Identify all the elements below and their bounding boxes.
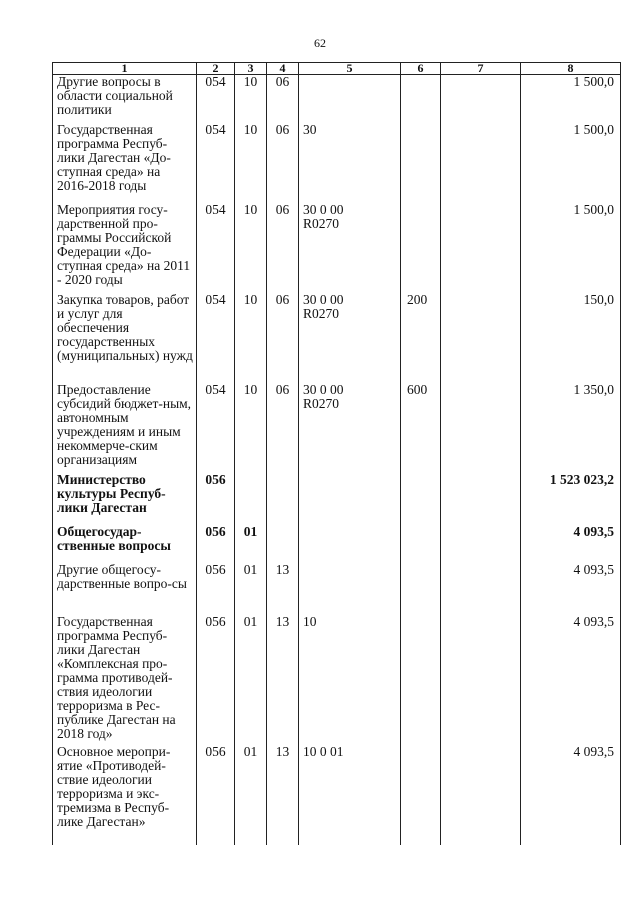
row-expense-type — [401, 473, 441, 525]
row-ved: 054 — [197, 383, 235, 473]
row-ved: 054 — [197, 203, 235, 293]
row-expense-type — [401, 75, 441, 123]
empty-cell — [267, 839, 299, 846]
column-header: 7 — [441, 63, 521, 75]
target-article-suffix: R0270 — [303, 395, 340, 411]
table-header-row — [53, 63, 621, 75]
row-section: 10 — [235, 383, 267, 473]
row-expense-type: 600 — [401, 383, 441, 473]
row-amount: 1 500,0 — [521, 203, 621, 293]
row-column-7 — [441, 473, 521, 525]
row-target-article — [299, 293, 401, 383]
row-ved: 056 — [197, 525, 235, 563]
row-ved: 054 — [197, 123, 235, 203]
row-column-7 — [441, 563, 521, 615]
row-subsection: 13 — [267, 615, 299, 745]
target-article-code: 10 — [303, 613, 317, 629]
target-article-suffix: R0270 — [303, 305, 340, 321]
row-subsection: 13 — [267, 745, 299, 839]
empty-cell — [299, 839, 401, 846]
row-column-7 — [441, 745, 521, 839]
row-section: 01 — [235, 563, 267, 615]
row-target-article — [299, 383, 401, 473]
target-article-code: 30 — [303, 121, 317, 137]
empty-cell — [197, 839, 235, 846]
row-amount: 4 093,5 — [521, 745, 621, 839]
column-header: 1 — [53, 63, 197, 75]
table-body — [53, 75, 621, 846]
table-row — [53, 123, 621, 203]
row-target-article — [299, 473, 401, 525]
row-section: 10 — [235, 75, 267, 123]
row-amount: 4 093,5 — [521, 615, 621, 745]
column-header: 6 — [401, 63, 441, 75]
row-target-article — [299, 75, 401, 123]
table-filler-row — [53, 839, 621, 846]
target-article-suffix: R0270 — [303, 215, 340, 231]
row-amount: 1 500,0 — [521, 123, 621, 203]
row-ved: 056 — [197, 473, 235, 525]
row-section: 01 — [235, 525, 267, 563]
target-article-code: 30 0 00 — [303, 201, 344, 217]
row-name: Предоставление субсидий бюджет-ным, автономным учреждениям и иным некоммерче-ским организациям — [53, 383, 197, 473]
row-ved: 054 — [197, 75, 235, 123]
empty-cell — [521, 839, 621, 846]
row-amount: 1 500,0 — [521, 75, 621, 123]
row-subsection — [267, 473, 299, 525]
empty-cell — [401, 839, 441, 846]
row-expense-type — [401, 525, 441, 563]
row-name: Другие общегосу-дарственные вопро-сы — [53, 563, 197, 615]
row-name: Мероприятия госу-дарственной про-граммы Российской Федерации «До-ступная среда» на 2011 - 2020 годы — [53, 203, 197, 293]
row-subsection: 06 — [267, 383, 299, 473]
row-name: Государственная программа Респуб-лики Дагестан «До-ступная среда» на 2016-2018 годы — [53, 123, 197, 203]
row-section — [235, 473, 267, 525]
row-expense-type — [401, 123, 441, 203]
row-amount: 4 093,5 — [521, 525, 621, 563]
row-ved: 056 — [197, 745, 235, 839]
empty-cell — [53, 839, 197, 846]
table-row — [53, 293, 621, 383]
row-amount: 1 523 023,2 — [521, 473, 621, 525]
row-column-7 — [441, 203, 521, 293]
row-section: 10 — [235, 293, 267, 383]
page-number: 62 — [314, 36, 326, 50]
row-ved: 056 — [197, 615, 235, 745]
row-expense-type — [401, 203, 441, 293]
row-column-7 — [441, 525, 521, 563]
row-column-7 — [441, 615, 521, 745]
empty-cell — [441, 839, 521, 846]
row-target-article — [299, 525, 401, 563]
row-expense-type — [401, 745, 441, 839]
row-subsection — [267, 525, 299, 563]
row-section: 10 — [235, 203, 267, 293]
row-subsection: 06 — [267, 293, 299, 383]
row-name: Министерство культуры Респуб-лики Дагестан — [53, 473, 197, 525]
row-target-article — [299, 563, 401, 615]
row-amount: 4 093,5 — [521, 563, 621, 615]
target-article-code: 30 0 00 — [303, 381, 344, 397]
table-row — [53, 745, 621, 839]
row-name: Основное меропри-ятие «Противодей-ствие идеологии терроризма и экс-тремизма в Респуб-лике Дагестан» — [53, 745, 197, 839]
column-header: 4 — [267, 63, 299, 75]
row-ved: 056 — [197, 563, 235, 615]
row-target-article — [299, 123, 401, 203]
table-row — [53, 563, 621, 615]
table-row — [53, 473, 621, 525]
row-amount: 1 350,0 — [521, 383, 621, 473]
row-name: Общегосудар-ственные вопросы — [53, 525, 197, 563]
row-name: Государственная программа Респуб-лики Дагестан «Комплексная про-грамма противодей-ствия идеологии терроризма в Рес-публике Дагестан на 2018 год» — [53, 615, 197, 745]
empty-cell — [235, 839, 267, 846]
row-name: Закупка товаров, работ и услуг для обеспечения государственных (муниципальных) нужд — [53, 293, 197, 383]
column-header: 3 — [235, 63, 267, 75]
row-column-7 — [441, 123, 521, 203]
row-target-article — [299, 203, 401, 293]
row-subsection: 06 — [267, 203, 299, 293]
row-expense-type — [401, 563, 441, 615]
row-column-7 — [441, 75, 521, 123]
row-section: 01 — [235, 745, 267, 839]
column-header: 2 — [197, 63, 235, 75]
table-row — [53, 383, 621, 473]
row-name: Другие вопросы в области социальной политики — [53, 75, 197, 123]
table-row — [53, 615, 621, 745]
row-section: 10 — [235, 123, 267, 203]
row-target-article — [299, 745, 401, 839]
row-column-7 — [441, 293, 521, 383]
row-section: 01 — [235, 615, 267, 745]
table-row — [53, 525, 621, 563]
row-subsection: 13 — [267, 563, 299, 615]
row-subsection: 06 — [267, 75, 299, 123]
row-expense-type — [401, 615, 441, 745]
row-target-article — [299, 615, 401, 745]
table-row — [53, 75, 621, 123]
row-expense-type: 200 — [401, 293, 441, 383]
column-header: 5 — [299, 63, 401, 75]
table-row — [53, 203, 621, 293]
row-amount: 150,0 — [521, 293, 621, 383]
budget-table — [52, 62, 621, 845]
row-ved: 054 — [197, 293, 235, 383]
row-column-7 — [441, 383, 521, 473]
target-article-code: 10 0 01 — [303, 743, 344, 759]
row-subsection: 06 — [267, 123, 299, 203]
column-header: 8 — [521, 63, 621, 75]
target-article-code: 30 0 00 — [303, 291, 344, 307]
